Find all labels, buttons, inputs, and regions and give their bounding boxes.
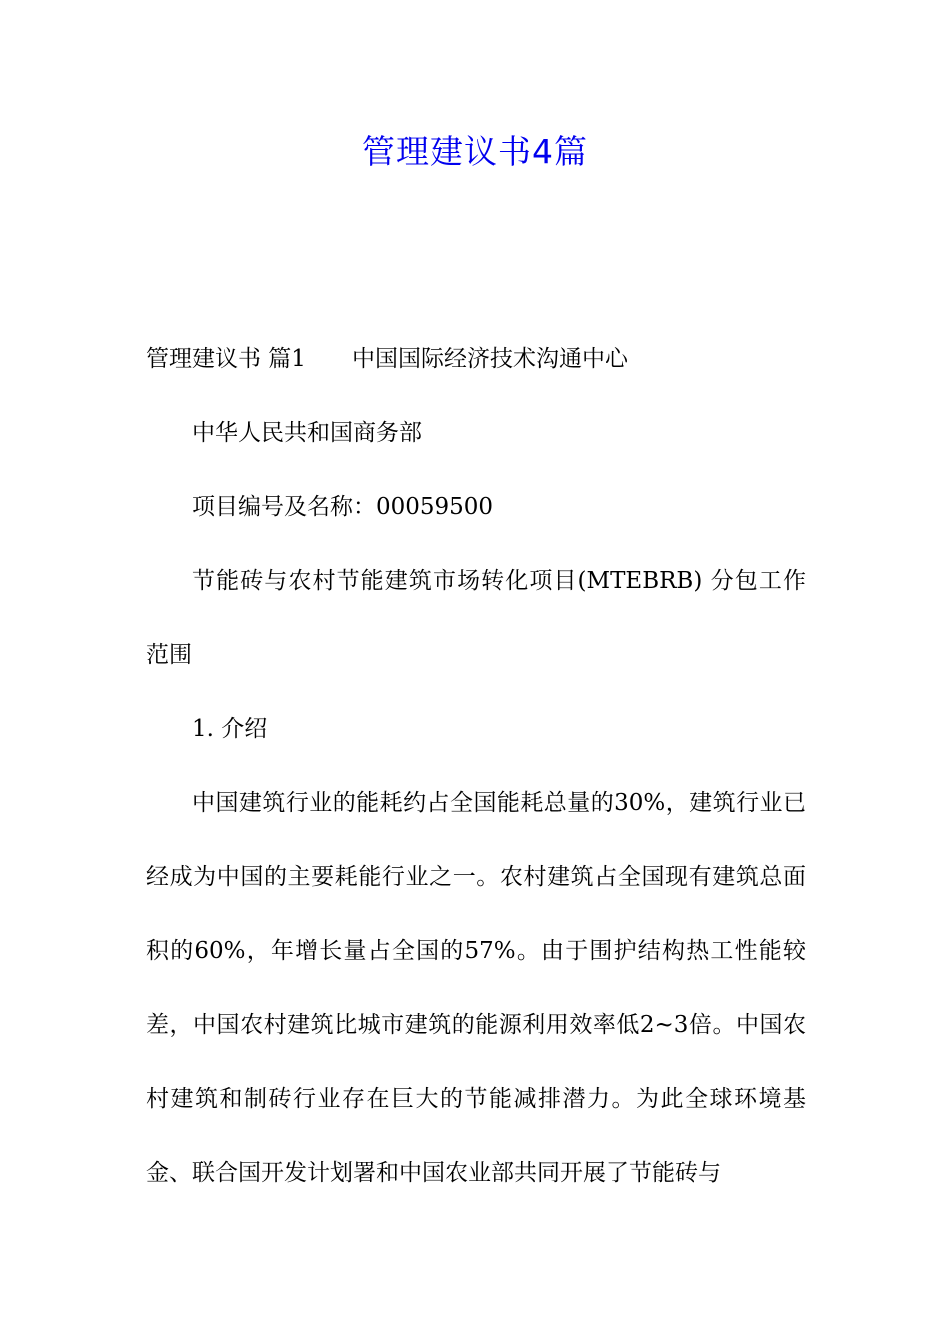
section-heading: 管理建议书 篇1 — [146, 346, 306, 372]
introduction-heading: 1. 介绍 — [192, 716, 268, 742]
document-title: 管理建议书4篇 — [362, 132, 588, 171]
ministry-line: 中华人民共和国商务部 — [192, 420, 422, 446]
organization-name: 中国国际经济技术沟通中心 — [351, 346, 628, 372]
section-heading-line — [146, 322, 806, 396]
project-scope-line: 节能砖与农村节能建筑市场转化项目(MTEBRB) 分包工作范围 — [146, 568, 806, 668]
project-number-line: 项目编号及名称：00059500 — [192, 494, 494, 520]
document-body — [146, 322, 806, 1210]
introduction-paragraph: 中国建筑行业的能耗约占全国能耗总量的30%，建筑行业已经成为中国的主要耗能行业之一。农村建筑占全国现有建筑总面积的60%，年增长量占全国的57%。由于围护结构热工性能较差，中国农村建筑比城市建筑的能源利用效率低2~3倍。中国农村建筑和制砖行业存在巨大的节能减排潜力。为此全球环境基金、联合国开发计划署和中国农业部共同开展了节能砖与 — [146, 790, 806, 1186]
